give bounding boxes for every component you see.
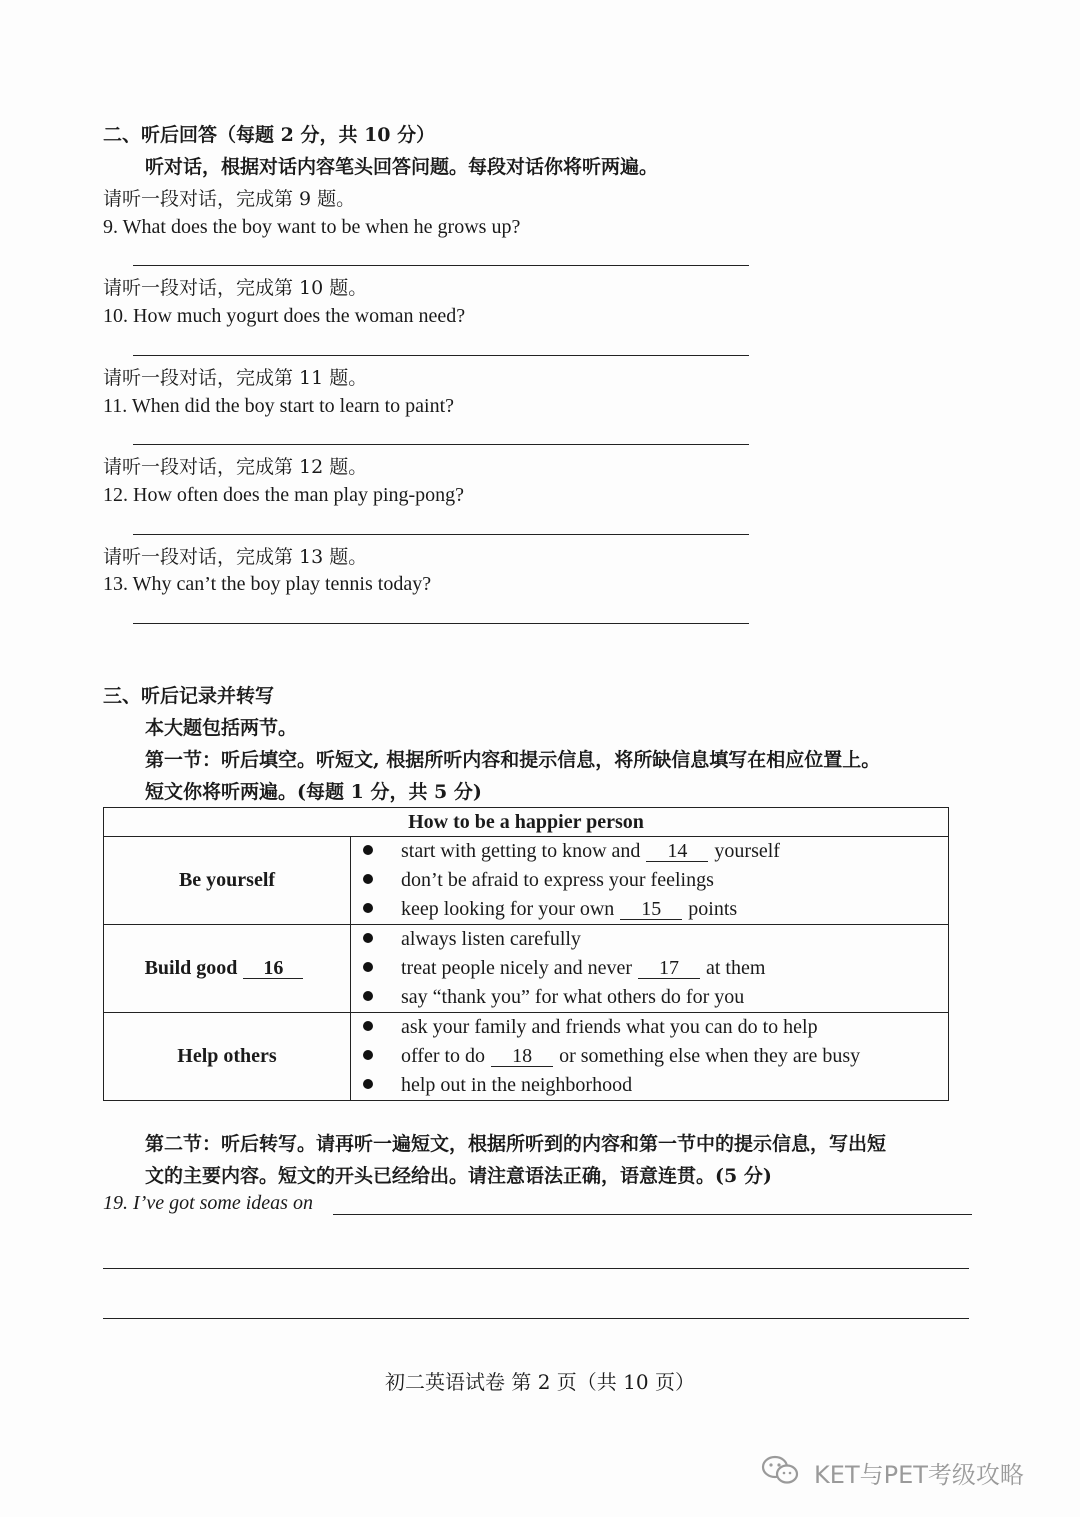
- row-label-help-others: Help others: [104, 1013, 351, 1101]
- part1-instruction-line2: 短文你将听两遍。(每题 1 分，共 5 分): [145, 781, 482, 803]
- prompt-13: 请听一段对话，完成第 13 题。: [103, 546, 368, 568]
- prompt-12: 请听一段对话，完成第 12 题。: [103, 456, 368, 478]
- blank-14[interactable]: 14: [646, 841, 708, 862]
- section3-title: 三、听后记录并转写: [103, 685, 275, 707]
- bullet-icon: [363, 1050, 373, 1060]
- bullet-item: ask your family and friends what you can do to help: [363, 1013, 948, 1042]
- table-row: [104, 837, 949, 925]
- question-13: 13. Why can’t the boy play tennis today?: [103, 573, 432, 595]
- wechat-icon: [760, 1453, 802, 1492]
- bullet-icon: [363, 1079, 373, 1089]
- answer-line-12[interactable]: [133, 534, 749, 535]
- bullet-item: treat people nicely and never 17 at them: [363, 954, 948, 983]
- table-row: [104, 1013, 949, 1101]
- blank-15[interactable]: 15: [620, 899, 682, 920]
- part2-instruction-line1: 第二节：听后转写。请再听一遍短文，根据所听到的内容和第一节中的提示信息，写出短: [145, 1133, 887, 1155]
- prompt-10: 请听一段对话，完成第 10 题。: [103, 277, 368, 299]
- bullet-icon: [363, 933, 373, 943]
- bullet-item: always listen carefully: [363, 925, 948, 954]
- table-row: [104, 925, 949, 1013]
- blank-17[interactable]: 17: [638, 958, 700, 979]
- question-11: 11. When did the boy start to learn to paint?: [103, 395, 455, 417]
- page-footer: 初二英语试卷 第 2 页（共 10 页）: [385, 1370, 695, 1394]
- bullet-icon: [363, 874, 373, 884]
- watermark: [760, 1453, 1024, 1492]
- section2-instruction: 听对话，根据对话内容笔头回答问题。每段对话你将听两遍。: [145, 156, 659, 178]
- notes-table: [103, 807, 949, 1101]
- blank-18[interactable]: 18: [491, 1046, 553, 1067]
- bullet-icon: [363, 991, 373, 1001]
- question-12: 12. How often does the man play ping-pong?: [103, 484, 465, 506]
- answer-line-19c[interactable]: [103, 1318, 969, 1319]
- row-bullets: [351, 925, 949, 1013]
- row-bullets: [351, 837, 949, 925]
- row-bullets: [351, 1013, 949, 1101]
- bullet-icon: [363, 845, 373, 855]
- bullet-icon: [363, 903, 373, 913]
- bullet-item: start with getting to know and 14 yourself: [363, 837, 948, 866]
- part1-instruction-line1: 第一节：听后填空。听短文, 根据所听内容和提示信息，将所缺信息填写在相应位置上。: [145, 749, 881, 771]
- question-10: 10. How much yogurt does the woman need?: [103, 305, 466, 327]
- row-label-be-yourself: Be yourself: [104, 837, 351, 925]
- answer-line-11[interactable]: [133, 444, 749, 445]
- part2-instruction-line2: 文的主要内容。短文的开头已经给出。请注意语法正确，语意连贯。(5 分): [145, 1165, 772, 1187]
- prompt-9: 请听一段对话，完成第 9 题。: [103, 188, 356, 210]
- bullet-item: keep looking for your own 15 points: [363, 895, 948, 924]
- prompt-11: 请听一段对话，完成第 11 题。: [103, 367, 368, 389]
- blank-16[interactable]: 16: [243, 958, 303, 979]
- table-title: How to be a happier person: [104, 808, 949, 837]
- bullet-item: help out in the neighborhood: [363, 1071, 948, 1100]
- section2-title: 二、听后回答（每题 2 分，共 10 分）: [103, 124, 436, 146]
- bullet-item: say “thank you” for what others do for you: [363, 983, 948, 1012]
- row-label-build-good: Build good 16: [104, 925, 351, 1013]
- bullet-item: don’t be afraid to express your feelings: [363, 866, 948, 895]
- answer-line-19a[interactable]: [333, 1214, 972, 1215]
- bullet-icon: [363, 962, 373, 972]
- bullet-icon: [363, 1021, 373, 1031]
- watermark-text: KET与PET考级攻略: [814, 1461, 1024, 1489]
- section3-intro: 本大题包括两节。: [145, 717, 298, 739]
- bullet-item: offer to do 18 or something else when they are busy: [363, 1042, 948, 1071]
- answer-line-10[interactable]: [133, 355, 749, 356]
- answer-line-9[interactable]: [133, 265, 749, 266]
- question-19: 19. I’ve got some ideas on: [103, 1192, 313, 1214]
- answer-line-13[interactable]: [133, 623, 749, 624]
- answer-line-19b[interactable]: [103, 1268, 969, 1269]
- question-9: 9. What does the boy want to be when he grows up?: [103, 216, 521, 238]
